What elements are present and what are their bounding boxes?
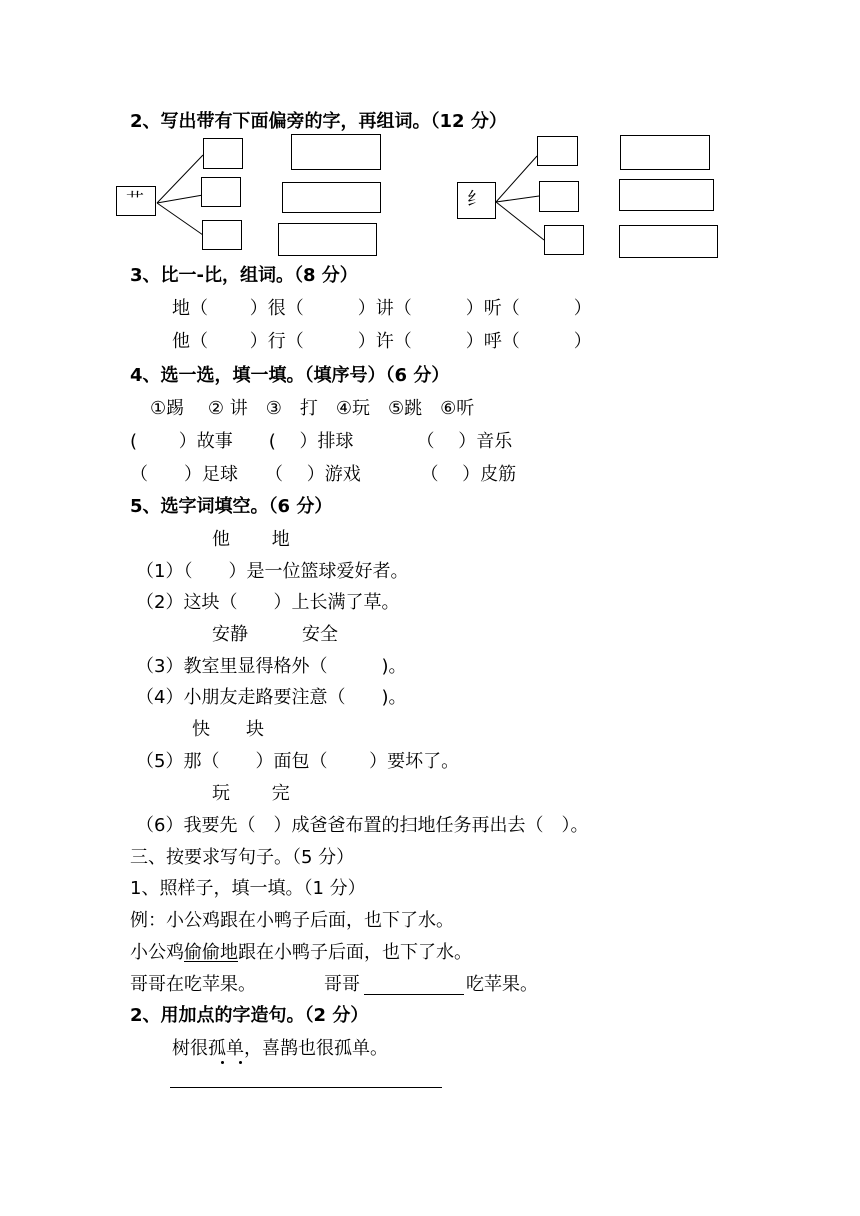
q5-sentence-5: （5）那（ ）面包（ ）要坏了。: [136, 751, 460, 772]
q5-word-pair-3: 快 块: [192, 719, 264, 740]
q5-title: 5、选字词填空。（6 分）: [130, 496, 333, 517]
q3-row-1: 地（ ）很（ ）讲（ ）听（ ）: [172, 298, 592, 319]
radical-box-right: [457, 182, 496, 219]
emphasis-dot: [239, 1061, 242, 1064]
q5-sentence-4: （4）小朋友走路要注意（ )。: [136, 687, 407, 708]
word-box[interactable]: [620, 135, 710, 170]
section-3-example: 例：小公鸡跟在小鸭子后面，也下了水。: [130, 910, 454, 931]
char-box[interactable]: [544, 225, 584, 255]
section-3-fill-a: 哥哥在吃苹果。: [130, 974, 256, 995]
section-3-q2-title: 2、用加点的字造句。（2 分）: [130, 1005, 369, 1026]
section-3-q2-sentence: 树很孤单，喜鹊也很孤单。: [172, 1038, 388, 1059]
char-box[interactable]: [537, 136, 578, 166]
q5-sentence-6: （6）我要先（ ）成爸爸布置的扫地任务再出去（ ）。: [136, 815, 589, 836]
q5-sentence-3: （3）教室里显得格外（ )。: [136, 656, 407, 677]
model-underlined: 偷偷地: [184, 942, 238, 963]
word-box[interactable]: [619, 179, 714, 211]
word-box[interactable]: [282, 182, 381, 213]
q4-title: 4、选一选，填一填。（填序号）（6 分）: [130, 365, 450, 386]
q3-row-2: 他（ ）行（ ）许（ ）呼（ ）: [172, 331, 592, 352]
section-3-q1-title: 1、照样子，填一填。（1 分）: [130, 878, 366, 899]
q4-row-1: ( ）故事 ( ）排球 （ ）音乐: [130, 431, 513, 452]
model-pre: 小公鸡: [130, 942, 184, 963]
q5-word-pair-4: 玩 完: [212, 783, 290, 804]
section-3-fill-b-pre: 哥哥: [324, 974, 360, 995]
word-box[interactable]: [291, 134, 381, 170]
q5-word-pair-1: 他 地: [212, 529, 290, 550]
char-box[interactable]: [201, 177, 241, 207]
section-3-fill-b-post: 吃苹果。: [466, 974, 538, 995]
fill-b-blank[interactable]: [364, 994, 464, 995]
sentence-answer-line[interactable]: [170, 1087, 442, 1088]
model-post: 跟在小鸭子后面，也下了水。: [238, 942, 472, 963]
radical-right: 纟: [467, 189, 485, 210]
char-box[interactable]: [203, 138, 243, 169]
section-3-model-sentence: [130, 941, 472, 965]
section-3-title: 三、按要求写句子。（5 分）: [130, 847, 355, 868]
q3-title: 3、比一-比，组词。（8 分）: [130, 265, 358, 286]
emphasis-dot: [221, 1061, 224, 1064]
q5-word-pair-2: 安静 安全: [212, 624, 338, 645]
word-box[interactable]: [619, 225, 718, 258]
q5-sentence-1: （1）（ ）是一位篮球爱好者。: [136, 561, 409, 582]
q2-title: 2、写出带有下面偏旁的字，再组词。（12 分）: [130, 111, 507, 132]
q4-options: ①踢 ② 讲 ③ 打 ④玩 ⑤跳 ⑥听: [150, 398, 475, 419]
radical-left: 艹: [126, 190, 144, 211]
word-box[interactable]: [278, 223, 377, 256]
char-box[interactable]: [202, 220, 242, 250]
radical-box-left: [116, 186, 156, 216]
q4-row-2: （ ）足球 （ ）游戏 （ ）皮筋: [130, 464, 517, 485]
char-box[interactable]: [539, 181, 579, 212]
q5-sentence-2: （2）这块（ ）上长满了草。: [136, 592, 400, 613]
